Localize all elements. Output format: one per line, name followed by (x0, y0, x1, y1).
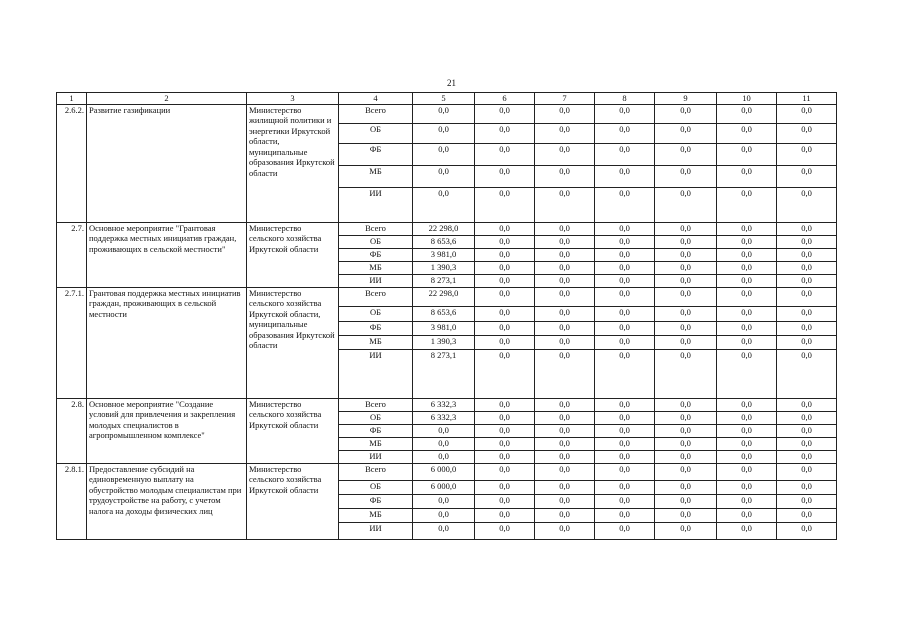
amount-cell: 0,0 (475, 450, 535, 463)
amount-cell: 22 298,0 (413, 287, 475, 306)
amount-cell: 0,0 (717, 349, 777, 398)
amount-cell: 0,0 (595, 335, 655, 349)
amount-cell: 0,0 (655, 187, 717, 222)
amount-cell: 0,0 (717, 508, 777, 522)
amount-cell: 0,0 (475, 123, 535, 143)
amount-cell: 0,0 (777, 508, 837, 522)
amount-cell: 0,0 (535, 321, 595, 335)
amount-cell: 0,0 (777, 494, 837, 508)
amount-cell: 0,0 (413, 187, 475, 222)
amount-cell: 0,0 (655, 287, 717, 306)
amount-cell: 0,0 (777, 248, 837, 261)
amount-cell: 0,0 (717, 248, 777, 261)
amount-cell: 0,0 (717, 104, 777, 123)
amount-cell: 0,0 (655, 104, 717, 123)
amount-cell: 0,0 (595, 522, 655, 539)
column-number: 10 (717, 93, 777, 105)
amount-cell: 0,0 (595, 274, 655, 287)
executor: Министерство сельского хозяйства Иркутской области (247, 398, 339, 463)
amount-cell: 0,0 (595, 463, 655, 480)
table-row (57, 104, 837, 123)
amount-cell: 8 273,1 (413, 274, 475, 287)
funding-source: ФБ (339, 494, 413, 508)
amount-cell: 0,0 (777, 104, 837, 123)
amount-cell: 0,0 (413, 104, 475, 123)
amount-cell: 6 000,0 (413, 463, 475, 480)
amount-cell: 0,0 (655, 306, 717, 321)
item-name: Предоставление субсидий на единовременную выплату на обустройство молодым специалистам при трудоустройстве на работу, с учетом налога на доходы физических лиц (87, 463, 247, 539)
amount-cell: 0,0 (777, 398, 837, 411)
amount-cell: 0,0 (717, 522, 777, 539)
amount-cell: 0,0 (595, 261, 655, 274)
amount-cell: 0,0 (475, 306, 535, 321)
amount-cell: 0,0 (777, 522, 837, 539)
amount-cell: 0,0 (413, 437, 475, 450)
amount-cell: 8 273,1 (413, 349, 475, 398)
amount-cell: 0,0 (655, 437, 717, 450)
amount-cell: 0,0 (655, 522, 717, 539)
amount-cell: 0,0 (777, 321, 837, 335)
amount-cell: 0,0 (655, 123, 717, 143)
amount-cell: 0,0 (717, 424, 777, 437)
amount-cell: 0,0 (535, 287, 595, 306)
amount-cell: 0,0 (655, 274, 717, 287)
amount-cell: 0,0 (535, 143, 595, 165)
amount-cell: 0,0 (655, 248, 717, 261)
amount-cell: 0,0 (655, 143, 717, 165)
amount-cell: 0,0 (535, 398, 595, 411)
column-number: 8 (595, 93, 655, 105)
amount-cell: 0,0 (595, 411, 655, 424)
item-name: Основное мероприятие "Создание условий для привлечения и закрепления молодых специалистов в агропромышленном комплексе" (87, 398, 247, 463)
amount-cell: 0,0 (413, 450, 475, 463)
amount-cell: 0,0 (777, 165, 837, 187)
amount-cell: 0,0 (535, 306, 595, 321)
amount-cell: 0,0 (655, 165, 717, 187)
amount-cell: 0,0 (535, 349, 595, 398)
amount-cell: 0,0 (535, 480, 595, 494)
amount-cell: 0,0 (413, 522, 475, 539)
funding-source: ИИ (339, 522, 413, 539)
amount-cell: 0,0 (475, 463, 535, 480)
amount-cell: 0,0 (413, 424, 475, 437)
funding-source: ИИ (339, 349, 413, 398)
amount-cell: 0,0 (777, 261, 837, 274)
amount-cell: 0,0 (777, 274, 837, 287)
amount-cell: 0,0 (717, 287, 777, 306)
amount-cell: 0,0 (655, 508, 717, 522)
funding-source: ОБ (339, 480, 413, 494)
executor: Министерство сельского хозяйства Иркутской области (247, 222, 339, 287)
amount-cell: 1 390,3 (413, 335, 475, 349)
funding-source: ОБ (339, 306, 413, 321)
amount-cell: 0,0 (475, 165, 535, 187)
amount-cell: 0,0 (655, 424, 717, 437)
amount-cell: 0,0 (717, 143, 777, 165)
table-row (57, 398, 837, 411)
funding-source: МБ (339, 261, 413, 274)
amount-cell: 0,0 (475, 143, 535, 165)
amount-cell: 0,0 (595, 437, 655, 450)
funding-source: ИИ (339, 450, 413, 463)
amount-cell: 0,0 (717, 437, 777, 450)
amount-cell: 0,0 (777, 437, 837, 450)
executor: Министерство жилищной политики и энергетики Иркутской области, муниципальные образования Иркутской области (247, 104, 339, 222)
amount-cell: 0,0 (655, 321, 717, 335)
item-code: 2.7.1. (57, 287, 87, 398)
amount-cell: 0,0 (475, 104, 535, 123)
amount-cell: 0,0 (655, 261, 717, 274)
amount-cell: 0,0 (717, 222, 777, 235)
column-number: 7 (535, 93, 595, 105)
amount-cell: 0,0 (413, 508, 475, 522)
amount-cell: 0,0 (475, 398, 535, 411)
amount-cell: 0,0 (595, 398, 655, 411)
amount-cell: 0,0 (717, 335, 777, 349)
amount-cell: 0,0 (475, 437, 535, 450)
amount-cell: 0,0 (535, 450, 595, 463)
amount-cell: 6 332,3 (413, 398, 475, 411)
amount-cell: 0,0 (717, 165, 777, 187)
executor: Министерство сельского хозяйства Иркутской области, муниципальные образования Иркутской области (247, 287, 339, 398)
amount-cell: 0,0 (535, 222, 595, 235)
amount-cell: 0,0 (595, 480, 655, 494)
amount-cell: 0,0 (595, 306, 655, 321)
amount-cell: 0,0 (535, 335, 595, 349)
amount-cell: 0,0 (475, 335, 535, 349)
amount-cell: 0,0 (475, 235, 535, 248)
amount-cell: 0,0 (777, 335, 837, 349)
amount-cell: 6 332,3 (413, 411, 475, 424)
amount-cell: 0,0 (777, 306, 837, 321)
amount-cell: 0,0 (717, 306, 777, 321)
amount-cell: 0,0 (475, 522, 535, 539)
item-code: 2.7. (57, 222, 87, 287)
amount-cell: 0,0 (475, 274, 535, 287)
column-number: 3 (247, 93, 339, 105)
amount-cell: 0,0 (777, 235, 837, 248)
amount-cell: 8 653,6 (413, 306, 475, 321)
funding-source: ФБ (339, 143, 413, 165)
amount-cell: 8 653,6 (413, 235, 475, 248)
column-number: 11 (777, 93, 837, 105)
column-number: 9 (655, 93, 717, 105)
table-row (57, 222, 837, 235)
amount-cell: 0,0 (475, 222, 535, 235)
amount-cell: 0,0 (535, 123, 595, 143)
column-number: 1 (57, 93, 87, 105)
amount-cell: 0,0 (475, 424, 535, 437)
item-name: Основное мероприятие "Грантовая поддержка местных инициатив граждан, проживающих в сельской местности" (87, 222, 247, 287)
amount-cell: 3 981,0 (413, 248, 475, 261)
amount-cell: 0,0 (535, 187, 595, 222)
amount-cell: 0,0 (655, 398, 717, 411)
amount-cell: 0,0 (655, 480, 717, 494)
amount-cell: 0,0 (595, 321, 655, 335)
amount-cell: 0,0 (717, 123, 777, 143)
amount-cell: 0,0 (535, 424, 595, 437)
item-code: 2.6.2. (57, 104, 87, 222)
funding-source: Всего (339, 398, 413, 411)
funding-source: ОБ (339, 123, 413, 143)
amount-cell: 0,0 (475, 411, 535, 424)
funding-source: ИИ (339, 274, 413, 287)
item-code: 2.8. (57, 398, 87, 463)
funding-source: ИИ (339, 187, 413, 222)
amount-cell: 0,0 (535, 411, 595, 424)
amount-cell: 22 298,0 (413, 222, 475, 235)
amount-cell: 0,0 (595, 424, 655, 437)
amount-cell: 3 981,0 (413, 321, 475, 335)
amount-cell: 0,0 (595, 123, 655, 143)
amount-cell: 0,0 (777, 222, 837, 235)
amount-cell: 0,0 (777, 450, 837, 463)
amount-cell: 0,0 (535, 261, 595, 274)
amount-cell: 0,0 (595, 165, 655, 187)
item-name: Грантовая поддержка местных инициатив граждан, проживающих в сельской местности (87, 287, 247, 398)
funding-source: Всего (339, 463, 413, 480)
amount-cell: 0,0 (717, 235, 777, 248)
funding-source: Всего (339, 104, 413, 123)
amount-cell: 0,0 (413, 165, 475, 187)
amount-cell: 0,0 (595, 143, 655, 165)
amount-cell: 0,0 (655, 494, 717, 508)
amount-cell: 0,0 (595, 450, 655, 463)
funding-source: МБ (339, 508, 413, 522)
amount-cell: 0,0 (655, 222, 717, 235)
amount-cell: 0,0 (777, 187, 837, 222)
amount-cell: 0,0 (717, 494, 777, 508)
program-table (56, 92, 837, 540)
amount-cell: 0,0 (777, 287, 837, 306)
amount-cell: 0,0 (595, 187, 655, 222)
amount-cell: 0,0 (777, 349, 837, 398)
funding-source: ФБ (339, 248, 413, 261)
amount-cell: 0,0 (717, 480, 777, 494)
amount-cell: 0,0 (595, 287, 655, 306)
amount-cell: 0,0 (595, 349, 655, 398)
item-name: Развитие газификации (87, 104, 247, 222)
amount-cell: 0,0 (535, 494, 595, 508)
amount-cell: 0,0 (535, 463, 595, 480)
amount-cell: 0,0 (535, 165, 595, 187)
amount-cell: 0,0 (717, 411, 777, 424)
amount-cell: 0,0 (717, 187, 777, 222)
amount-cell: 0,0 (475, 321, 535, 335)
amount-cell: 0,0 (777, 463, 837, 480)
amount-cell: 0,0 (655, 235, 717, 248)
funding-source: Всего (339, 287, 413, 306)
column-number: 2 (87, 93, 247, 105)
amount-cell: 0,0 (475, 261, 535, 274)
amount-cell: 0,0 (717, 321, 777, 335)
amount-cell: 6 000,0 (413, 480, 475, 494)
column-number-row (57, 93, 837, 105)
funding-source: ФБ (339, 424, 413, 437)
amount-cell: 0,0 (777, 411, 837, 424)
amount-cell: 0,0 (475, 349, 535, 398)
amount-cell: 0,0 (595, 248, 655, 261)
amount-cell: 0,0 (777, 143, 837, 165)
column-number: 4 (339, 93, 413, 105)
funding-source: ФБ (339, 321, 413, 335)
column-number: 5 (413, 93, 475, 105)
amount-cell: 0,0 (535, 508, 595, 522)
funding-source: МБ (339, 437, 413, 450)
amount-cell: 0,0 (535, 235, 595, 248)
amount-cell: 0,0 (595, 235, 655, 248)
amount-cell: 0,0 (475, 187, 535, 222)
amount-cell: 0,0 (655, 463, 717, 480)
amount-cell: 0,0 (475, 287, 535, 306)
funding-source: МБ (339, 165, 413, 187)
funding-source: ОБ (339, 235, 413, 248)
amount-cell: 0,0 (535, 522, 595, 539)
amount-cell: 0,0 (595, 508, 655, 522)
amount-cell: 0,0 (413, 143, 475, 165)
amount-cell: 0,0 (655, 450, 717, 463)
table-row (57, 287, 837, 306)
amount-cell: 0,0 (655, 335, 717, 349)
table-row (57, 463, 837, 480)
amount-cell: 0,0 (595, 222, 655, 235)
amount-cell: 0,0 (717, 450, 777, 463)
amount-cell: 0,0 (475, 480, 535, 494)
item-code: 2.8.1. (57, 463, 87, 539)
amount-cell: 0,0 (535, 274, 595, 287)
amount-cell: 0,0 (717, 398, 777, 411)
column-number: 6 (475, 93, 535, 105)
amount-cell: 0,0 (777, 480, 837, 494)
amount-cell: 0,0 (475, 508, 535, 522)
amount-cell: 0,0 (595, 494, 655, 508)
amount-cell: 0,0 (655, 411, 717, 424)
amount-cell: 0,0 (475, 248, 535, 261)
page-number: 21 (447, 78, 456, 88)
amount-cell: 0,0 (717, 274, 777, 287)
amount-cell: 0,0 (535, 104, 595, 123)
amount-cell: 1 390,3 (413, 261, 475, 274)
amount-cell: 0,0 (717, 261, 777, 274)
amount-cell: 0,0 (535, 437, 595, 450)
amount-cell: 0,0 (413, 494, 475, 508)
amount-cell: 0,0 (535, 248, 595, 261)
amount-cell: 0,0 (717, 463, 777, 480)
amount-cell: 0,0 (777, 123, 837, 143)
amount-cell: 0,0 (595, 104, 655, 123)
amount-cell: 0,0 (655, 349, 717, 398)
executor: Министерство сельского хозяйства Иркутской области (247, 463, 339, 539)
amount-cell: 0,0 (413, 123, 475, 143)
funding-source: ОБ (339, 411, 413, 424)
funding-source: Всего (339, 222, 413, 235)
funding-source: МБ (339, 335, 413, 349)
amount-cell: 0,0 (475, 494, 535, 508)
amount-cell: 0,0 (777, 424, 837, 437)
